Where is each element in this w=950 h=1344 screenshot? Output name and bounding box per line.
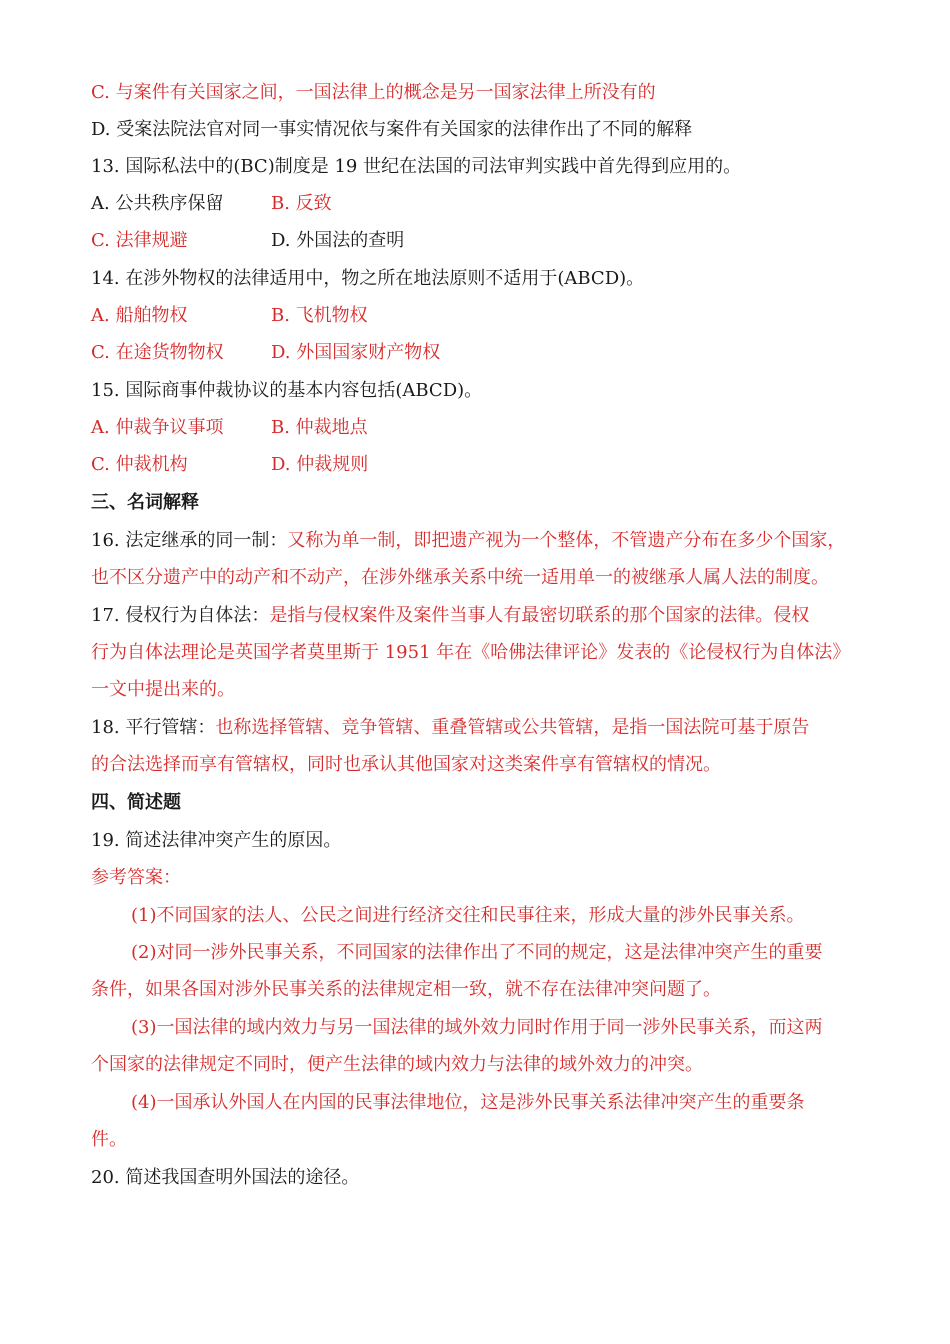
q13-option-c: C. 法律规避 <box>91 230 188 251</box>
q12-option-d: D. 受案法院法官对同一事实情况依与案件有关国家的法律作出了不同的解释 <box>91 119 693 140</box>
q15-options-row2 <box>91 452 871 478</box>
section-heading-short-answer: 四、简述题 <box>91 792 181 813</box>
q14-stem: 14. 在涉外物权的法律适用中，物之所在地法原则不适用于(ABCD)。 <box>91 268 645 289</box>
q17-definition-3: 一文中提出来的。 <box>91 679 235 700</box>
q19-point-1: (1)不同国家的法人、公民之间进行经济交往和民事往来，形成大量的涉外民事关系。 <box>131 905 805 926</box>
q15-option-c: C. 仲裁机构 <box>91 454 188 475</box>
q13-stem: 13. 国际私法中的(BC)制度是 19 世纪在法国的司法审判实践中首先得到应用的。 <box>91 156 742 177</box>
q13-option-d: D. 外国法的查明 <box>271 230 405 251</box>
q19-reference-label: 参考答案： <box>91 867 181 888</box>
q18-line1 <box>91 715 871 741</box>
q20-stem: 20. 简述我国查明外国法的途径。 <box>91 1167 360 1188</box>
q13-options-row1 <box>91 191 871 217</box>
q18-term: 18. 平行管辖： <box>91 717 216 738</box>
q14-option-b: B. 飞机物权 <box>271 305 368 326</box>
q18-definition-2: 的合法选择而享有管辖权，同时也承认其他国家对这类案件享有管辖权的情况。 <box>91 754 721 775</box>
q12-option-c: C. 与案件有关国家之间，一国法律上的概念是另一国家法律上所没有的 <box>91 82 656 103</box>
q19-point-3a: (3)一国法律的域内效力与另一国法律的域外效力同时作用于同一涉外民事关系，而这两 <box>131 1017 823 1038</box>
q19-point-2b: 条件，如果各国对涉外民事关系的法律规定相一致，就不存在法律冲突问题了。 <box>91 979 721 1000</box>
q19-point-4b: 件。 <box>91 1129 127 1150</box>
q17-definition-2: 行为自体法理论是英国学者莫里斯于 1951 年在《哈佛法律评论》发表的《论侵权行为自体法》 <box>91 642 851 663</box>
q15-options-row1 <box>91 415 871 441</box>
q13-option-a: A. 公共秩序保留 <box>91 193 224 214</box>
q15-option-d: D. 仲裁规则 <box>271 454 369 475</box>
q16-term: 16. 法定继承的同一制： <box>91 530 288 551</box>
section-heading-terms: 三、名词解释 <box>91 492 199 513</box>
q14-option-a: A. 船舶物权 <box>91 305 188 326</box>
q17-line1 <box>91 603 871 629</box>
q14-option-d: D. 外国国家财产物权 <box>271 342 441 363</box>
q15-option-a: A. 仲裁争议事项 <box>91 417 224 438</box>
q19-point-3b: 个国家的法律规定不同时，便产生法律的域内效力与法律的域外效力的冲突。 <box>91 1054 703 1075</box>
q17-term: 17. 侵权行为自体法： <box>91 605 270 626</box>
q19-stem: 19. 简述法律冲突产生的原因。 <box>91 830 342 851</box>
q19-point-4a: (4)一国承认外国人在内国的民事法律地位，这是涉外民事关系法律冲突产生的重要条 <box>131 1092 805 1113</box>
q16-definition-1: 又称为单一制，即把遗产视为一个整体，不管遗产分布在多少个国家， <box>287 530 846 551</box>
q13-option-b: B. 反致 <box>271 193 332 214</box>
q15-option-b: B. 仲裁地点 <box>271 417 368 438</box>
q19-point-2a: (2)对同一涉外民事关系，不同国家的法律作出了不同的规定，这是法律冲突产生的重要 <box>131 942 823 963</box>
q14-options-row2 <box>91 340 871 366</box>
q16-line1 <box>91 528 871 554</box>
q15-stem: 15. 国际商事仲裁协议的基本内容包括(ABCD)。 <box>91 380 483 401</box>
q14-options-row1 <box>91 303 871 329</box>
q17-definition-1: 是指与侵权案件及案件当事人有最密切联系的那个国家的法律。侵权 <box>269 605 810 626</box>
q18-definition-1: 也称选择管辖、竞争管辖、重叠管辖或公共管辖，是指一国法院可基于原告 <box>215 717 810 738</box>
q13-options-row2 <box>91 228 871 254</box>
q14-option-c: C. 在途货物物权 <box>91 342 224 363</box>
q16-definition-2: 也不区分遗产中的动产和不动产，在涉外继承关系中统一适用单一的被继承人属人法的制度。 <box>91 567 829 588</box>
